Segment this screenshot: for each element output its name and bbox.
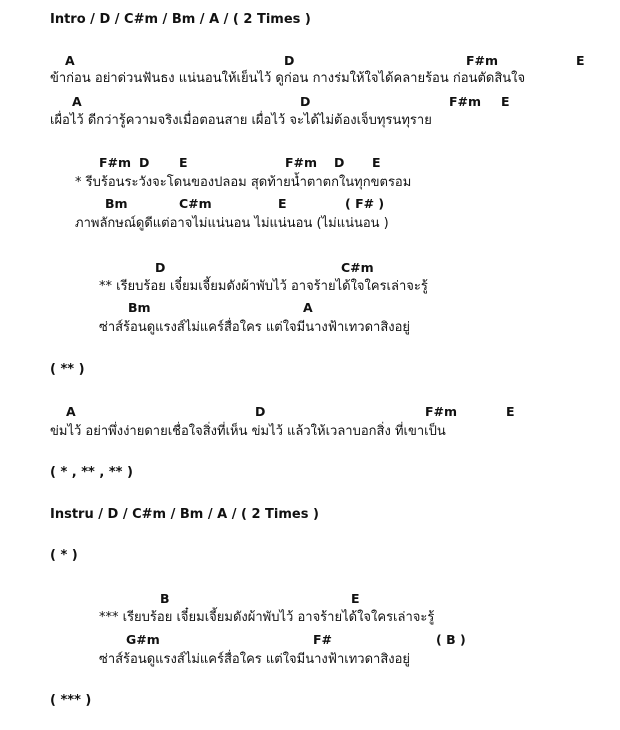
chord: D [139,155,150,170]
chord: E [506,404,515,419]
chord: Bm [128,300,151,315]
repeat-marker: ( *** ) [50,693,92,708]
chord: G#m [126,632,160,647]
chord: C#m [179,196,212,211]
lyric-line: ข่มไว้ อย่าพึ่งง่ายดายเชื่อใจสิ่งที่เห็น ข่มไว้ แล้วให้เวลาบอกสิ่ง ที่เขาเป็น [50,424,446,439]
chord: E [179,155,188,170]
lyric-line: เผื่อไว้ ดีกว่ารู้ความจริงเมื่อตอนสาย เผื่อไว้ จะได้ไม่ต้องเจ็บทุรนทุราย [50,113,432,128]
chord: F# [313,632,333,647]
chord: C#m [341,260,374,275]
chord: Bm [105,196,128,211]
chord: D [155,260,166,275]
chord: A [72,94,82,109]
chord: F#m [99,155,132,170]
lyric-line: ซ่าส์ร้อนดูแรงส์ไม่แคร์สื่อใคร แต่ใจมีนางฟ้าเทวดาสิงอยู่ [99,320,411,335]
chord: E [372,155,381,170]
chord: F#m [285,155,318,170]
lyric-line: * รีบร้อนระวังจะโดนของปลอม สุดท้ายน้ำตาตกในทุกขตรอม [75,175,412,190]
chord: D [255,404,266,419]
chord: A [303,300,313,315]
chord: D [284,53,295,68]
lyric-line: ข้าก่อน อย่าด่วนฟันธง แน่นอนให้เย็นไว้ ดูก่อน กางร่มให้ใจได้คลายร้อน ก่อนตัดสินใจ [50,71,526,86]
lyric-line: ซ่าส์ร้อนดูแรงส์ไม่แคร์สื่อใคร แต่ใจมีนางฟ้าเทวดาสิงอยู่ [99,652,411,667]
chord: F#m [425,404,458,419]
instru-line: Instru / D / C#m / Bm / A / ( 2 Times ) [50,507,319,522]
repeat-marker: ( ** ) [50,362,85,377]
chord: F#m [449,94,482,109]
repeat-marker: ( * , ** , ** ) [50,465,133,480]
chord: D [334,155,345,170]
chord: F#m [466,53,499,68]
chord: E [501,94,510,109]
chord: ( F# ) [345,196,385,211]
lyric-line: ภาพลักษณ์ดูดีแต่อาจไม่แน่นอน ไม่แน่นอน (ไม่แน่นอน ) [75,216,389,231]
intro-line: Intro / D / C#m / Bm / A / ( 2 Times ) [50,12,311,27]
chord: A [65,53,75,68]
chord: E [278,196,287,211]
lyric-line: *** เรียบร้อย เจี๋ยมเจี้ยมดังผ้าพับไว้ อาจร้ายได้ใจใครเล่าจะรู้ [99,610,435,625]
chord: A [66,404,76,419]
chord: ( B ) [436,632,466,647]
chord: D [300,94,311,109]
lyric-line: ** เรียบร้อย เจี๋ยมเจี้ยมดังผ้าพับไว้ อาจร้ายได้ใจใครเล่าจะรู้ [99,279,428,294]
chord: B [160,591,170,606]
chord: E [351,591,360,606]
chord: E [576,53,585,68]
repeat-marker: ( * ) [50,548,78,563]
